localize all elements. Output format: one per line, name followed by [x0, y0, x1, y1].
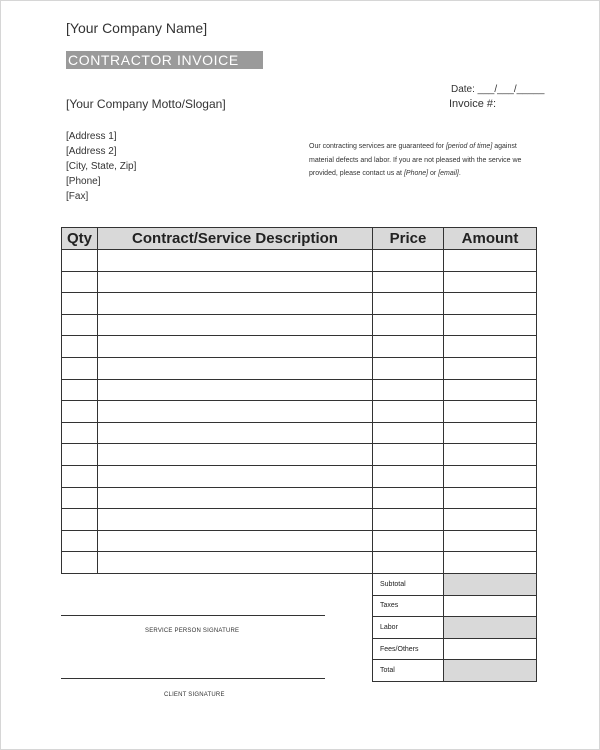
description-cell[interactable]	[98, 487, 373, 509]
amount-cell[interactable]	[444, 314, 537, 336]
items-header-row	[62, 228, 537, 250]
price-cell[interactable]	[373, 530, 444, 552]
totals-label: Labor	[373, 617, 444, 639]
description-cell[interactable]	[98, 357, 373, 379]
price-cell[interactable]	[373, 401, 444, 423]
qty-cell[interactable]	[62, 293, 98, 315]
totals-label: Fees/Others	[373, 638, 444, 660]
table-row	[62, 530, 537, 552]
description-cell[interactable]	[98, 250, 373, 272]
description-cell[interactable]	[98, 422, 373, 444]
qty-cell[interactable]	[62, 487, 98, 509]
qty-cell[interactable]	[62, 401, 98, 423]
table-row	[62, 509, 537, 531]
description-cell[interactable]	[98, 444, 373, 466]
table-row	[62, 422, 537, 444]
description-cell[interactable]	[98, 401, 373, 423]
amount-cell[interactable]	[444, 530, 537, 552]
price-cell[interactable]	[373, 444, 444, 466]
totals-row	[373, 638, 537, 660]
price-cell[interactable]	[373, 271, 444, 293]
totals-row	[373, 660, 537, 682]
amount-cell[interactable]	[444, 250, 537, 272]
table-row	[62, 401, 537, 423]
price-cell[interactable]	[373, 293, 444, 315]
description-cell[interactable]	[98, 552, 373, 574]
description-cell[interactable]	[98, 271, 373, 293]
price-cell[interactable]	[373, 314, 444, 336]
amount-cell[interactable]	[444, 336, 537, 358]
price-cell[interactable]	[373, 250, 444, 272]
client-signature-line	[61, 678, 325, 679]
qty-cell[interactable]	[62, 314, 98, 336]
table-row	[62, 314, 537, 336]
totals-row	[373, 595, 537, 617]
amount-cell[interactable]	[444, 293, 537, 315]
guarantee-end: .	[458, 170, 461, 177]
description-cell[interactable]	[98, 530, 373, 552]
qty-cell[interactable]	[62, 357, 98, 379]
description-cell[interactable]	[98, 336, 373, 358]
table-row	[62, 379, 537, 401]
guarantee-text	[309, 140, 541, 181]
invoice-date: Date: ___/___/_____	[451, 84, 545, 95]
header-qty: Qty	[62, 228, 98, 250]
company-name: [Your Company Name]	[66, 20, 208, 36]
header-description: Contract/Service Description	[98, 228, 373, 250]
totals-value-cell[interactable]	[444, 638, 537, 660]
table-row	[62, 487, 537, 509]
table-row	[62, 444, 537, 466]
totals-label: Total	[373, 660, 444, 682]
client-signature-label: CLIENT SIGNATURE	[164, 692, 225, 698]
table-row	[62, 552, 537, 574]
invoice-number: Invoice #:	[449, 98, 497, 110]
amount-cell[interactable]	[444, 487, 537, 509]
totals-table	[372, 573, 537, 682]
header-amount: Amount	[444, 228, 537, 250]
qty-cell[interactable]	[62, 422, 98, 444]
guarantee-part-1: Our contracting services are guaranteed for	[309, 143, 446, 150]
amount-cell[interactable]	[444, 401, 537, 423]
price-cell[interactable]	[373, 422, 444, 444]
totals-value-cell[interactable]	[444, 617, 537, 639]
header-price: Price	[373, 228, 444, 250]
guarantee-period: [period of time]	[445, 143, 493, 150]
address-line-2: [Address 2]	[66, 146, 117, 157]
qty-cell[interactable]	[62, 552, 98, 574]
qty-cell[interactable]	[62, 509, 98, 531]
invoice-title: CONTRACTOR INVOICE	[66, 51, 263, 69]
price-cell[interactable]	[373, 357, 444, 379]
table-row	[62, 357, 537, 379]
description-cell[interactable]	[98, 465, 373, 487]
address-line-1: [Address 1]	[66, 131, 117, 142]
guarantee-or: or	[428, 170, 439, 177]
totals-value-cell[interactable]	[444, 574, 537, 596]
company-motto: [Your Company Motto/Slogan]	[66, 97, 226, 111]
description-cell[interactable]	[98, 314, 373, 336]
service-signature-line	[61, 615, 325, 616]
items-table	[61, 227, 537, 574]
totals-value-cell[interactable]	[444, 660, 537, 682]
amount-cell[interactable]	[444, 379, 537, 401]
guarantee-phone: [Phone]	[403, 170, 429, 177]
qty-cell[interactable]	[62, 530, 98, 552]
amount-cell[interactable]	[444, 465, 537, 487]
amount-cell[interactable]	[444, 357, 537, 379]
qty-cell[interactable]	[62, 271, 98, 293]
amount-cell[interactable]	[444, 444, 537, 466]
address-phone: [Phone]	[66, 176, 101, 187]
qty-cell[interactable]	[62, 250, 98, 272]
price-cell[interactable]	[373, 465, 444, 487]
qty-cell[interactable]	[62, 444, 98, 466]
guarantee-email: [email]	[438, 170, 459, 177]
description-cell[interactable]	[98, 379, 373, 401]
price-cell[interactable]	[373, 552, 444, 574]
totals-row	[373, 574, 537, 596]
qty-cell[interactable]	[62, 465, 98, 487]
table-row	[62, 336, 537, 358]
company-address	[66, 129, 136, 204]
table-row	[62, 293, 537, 315]
description-cell[interactable]	[98, 509, 373, 531]
price-cell[interactable]	[373, 509, 444, 531]
amount-cell[interactable]	[444, 552, 537, 574]
guarantee-part-2: against material defects and labor. If you are not pleased with the service we provided, please contact us at	[309, 143, 522, 177]
table-row	[62, 465, 537, 487]
qty-cell[interactable]	[62, 379, 98, 401]
amount-cell[interactable]	[444, 509, 537, 531]
table-row	[62, 271, 537, 293]
qty-cell[interactable]	[62, 336, 98, 358]
totals-label: Subtotal	[373, 574, 444, 596]
price-cell[interactable]	[373, 336, 444, 358]
totals-label: Taxes	[373, 595, 444, 617]
table-row	[62, 250, 537, 272]
amount-cell[interactable]	[444, 422, 537, 444]
amount-cell[interactable]	[444, 271, 537, 293]
totals-value-cell[interactable]	[444, 595, 537, 617]
description-cell[interactable]	[98, 293, 373, 315]
totals-row	[373, 617, 537, 639]
price-cell[interactable]	[373, 487, 444, 509]
address-city-state-zip: [City, State, Zip]	[66, 161, 137, 172]
address-fax: [Fax]	[66, 191, 89, 202]
price-cell[interactable]	[373, 379, 444, 401]
service-signature-label: SERVICE PERSON SIGNATURE	[145, 628, 240, 634]
